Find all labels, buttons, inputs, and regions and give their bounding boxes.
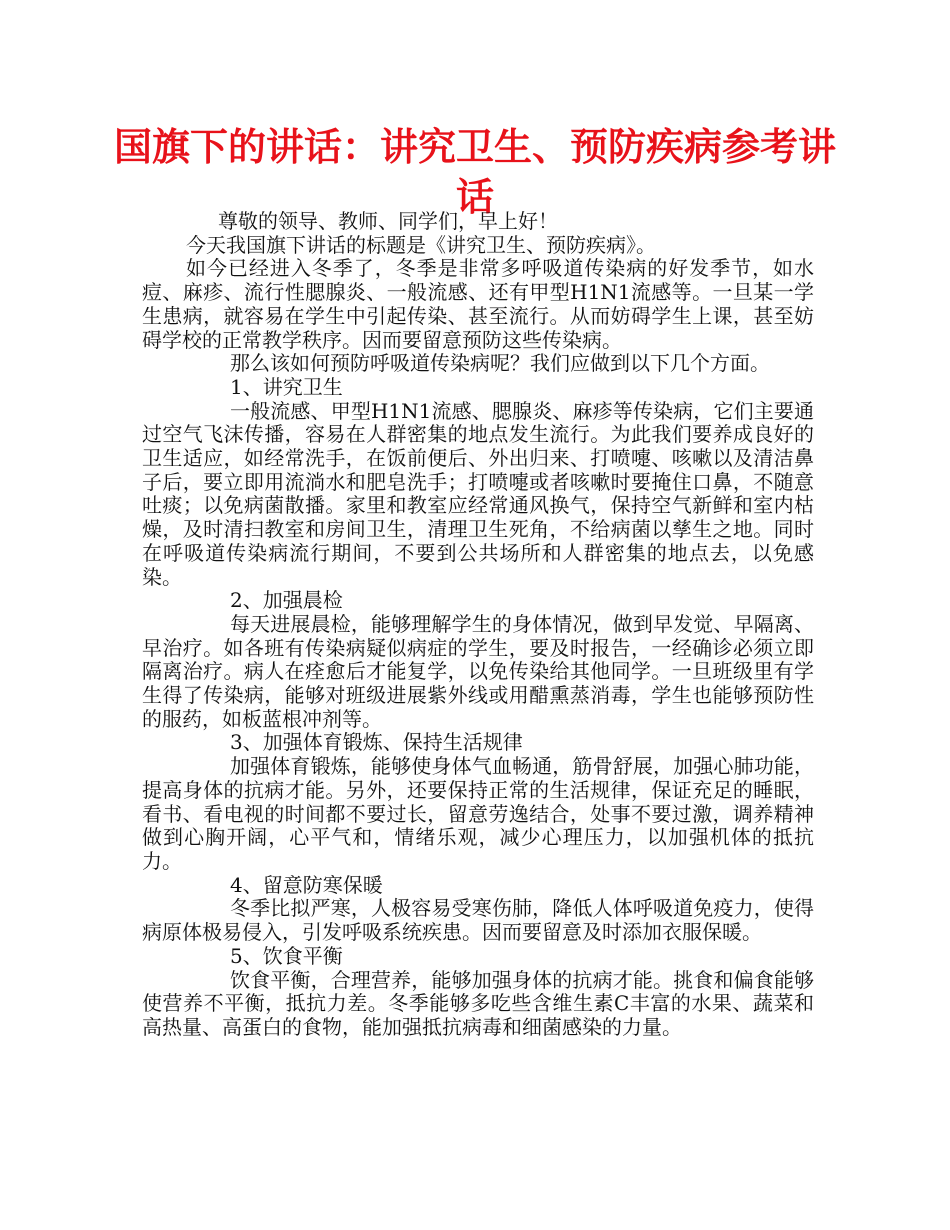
intro-paragraph: 今天我国旗下讲话的标题是《讲究卫生、预防疾病》。 [186,232,656,257]
greeting-paragraph: 尊敬的领导、教师、同学们，早上好！ [218,209,558,233]
body-paragraph: 那么该如何预防呼吸道传染病呢？我们应做到以下几个方面。 [230,351,770,376]
body-paragraph: 加强体育锻炼，能够使身体气血畅通，筋骨舒展，加强心肺功能，提高身体的抗病才能。另外，还要保持正常的生活规律，保证充足的睡眠，看书、看电视的时间都不要过长，留意劳逸结合，处事不要过激，调养精神做到心胸开阔，心平气和，情绪乐观，减少心理压力，以加强机体的抵抗力。 [142,754,814,873]
body-paragraph: 一般流感、甲型H1N1流感、腮腺炎、麻疹等传染病，它们主要通过空气飞沫传播，容易在人群密集的地点发生流行。为此我们要养成良好的卫生适应，如经常洗手，在饭前便后、外出归来、打喷嚏、咳嗽以及清洁鼻子后，要立即用流淌水和肥皂洗手；打喷嚏或者咳嗽时要掩住口鼻，不随意吐痰；以免病菌散播。家里和教室应经常通风换气，保持空气新鲜和室内枯燥，及时清扫教室和房间卫生，清理卫生死角，不给病菌以孳生之地。同时在呼吸道传染病流行期间，不要到公共场所和人群密集的地点去，以免感染。 [142,398,814,589]
section-heading: 2、加强晨检 [230,588,343,613]
section-heading: 1、讲究卫生 [230,374,343,399]
body-paragraph: 饮食平衡，合理营养，能够加强身体的抗病才能。挑食和偏食能够使营养不平衡，抵抗力差。冬季能够多吃些含维生素C丰富的水果、蔬菜和高热量、高蛋白的食物，能加强抵抗病毒和细菌感染的力量。 [142,967,814,1039]
section-heading: 3、加强体育锻炼、保持生活规律 [230,730,523,755]
document-body [142,210,814,1040]
body-paragraph: 冬季比拟严寒，人极容易受寒伤肺，降低人体呼吸道免疫力，使得病原体极易侵入，引发呼吸系统疾患。因而要留意及时添加衣服保暖。 [142,896,814,945]
section-heading: 5、饮食平衡 [230,943,343,968]
document-title: 国旗下的讲话：讲究卫生、预防疾病参考讲话 [113,125,836,219]
body-paragraph: 如今已经进入冬季了，冬季是非常多呼吸道传染病的好发季节，如水痘、麻疹、流行性腮腺炎、一般流感、还有甲型H1N1流感等。一旦某一学生患病，就容易在学生中引起传染、甚至流行。从而妨碍学生上课，甚至妨碍学校的正常教学秩序。因而要留意预防这些传染病。 [142,256,814,352]
body-paragraph: 每天进展晨检，能够理解学生的身体情况，做到早发觉、早隔离、早治疗。如各班有传染病疑似病症的学生，要及时报告，一经确诊必须立即隔离治疗。病人在痊愈后才能复学，以免传染给其他同学。一旦班级里有学生得了传染病，能够对班级进展紫外线或用醋熏蒸消毒，学生也能够预防性的服药，如板蓝根冲剂等。 [142,611,814,731]
section-heading: 4、留意防寒保暖 [230,872,383,897]
